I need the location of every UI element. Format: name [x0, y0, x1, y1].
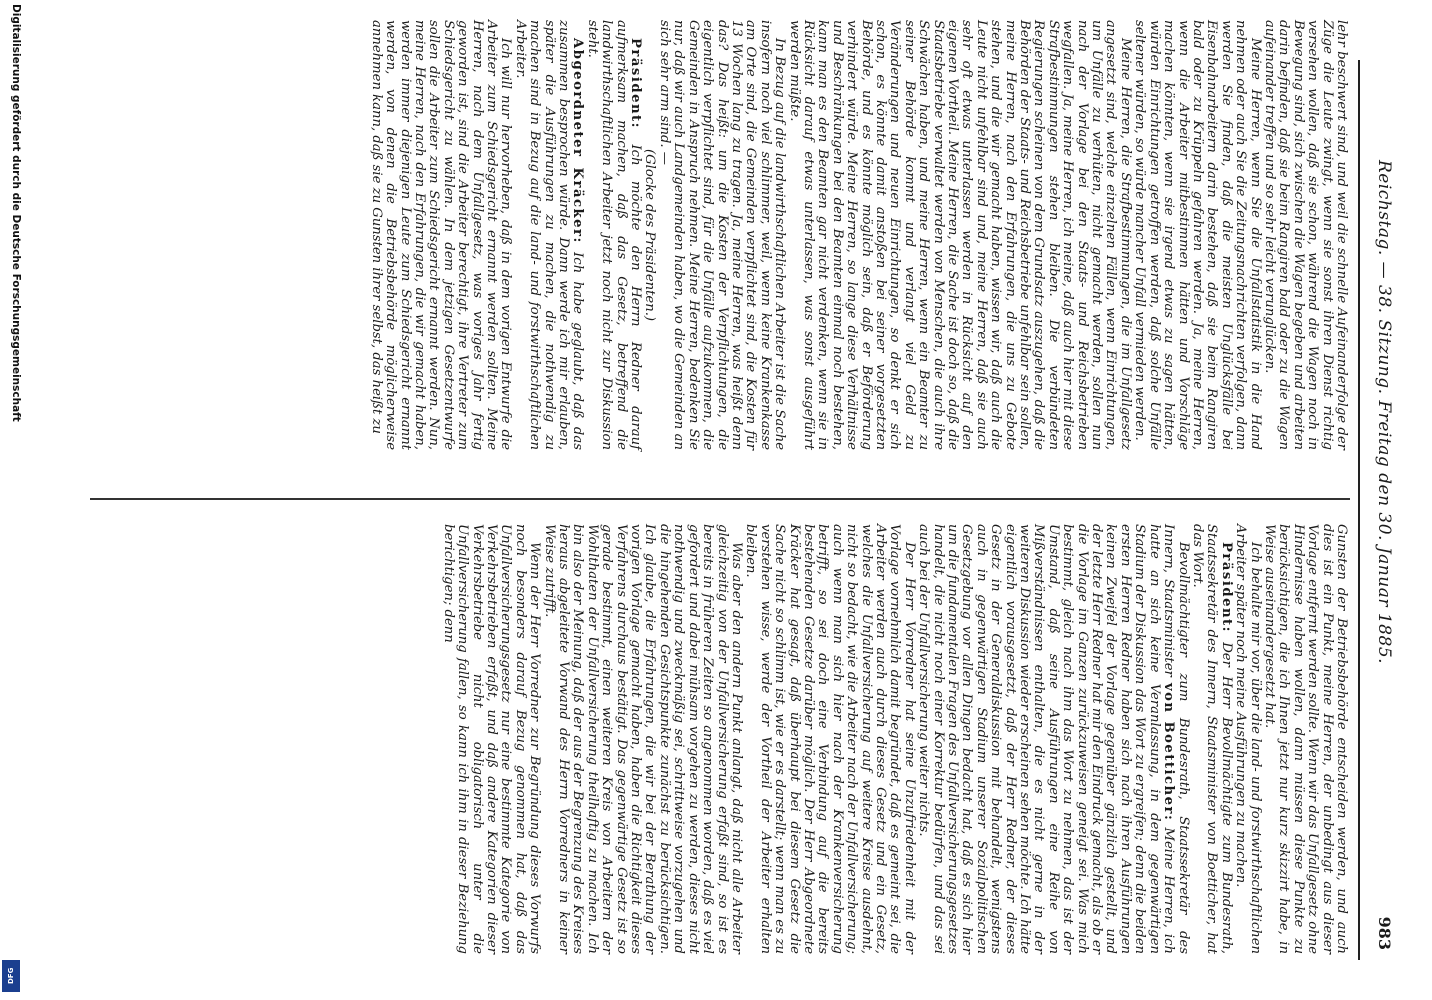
left-paragraph: lehr beschwert sind, und weil die schnelle Aufeinanderfolge der Züge die Leute zwingt, wenn sie sonst ihren Dienst richtig versehen wollen, daß sie schon, während die Wagen noch in Bewegung sind, sich zwischen die Wagen begeben und arbeiten darin befinden, daß sie beim Rangiren bald oder zu die Wagen aufeinander treffen und so sehr leicht verunglücken. [1261, 20, 1349, 450]
speaker-name: Abgeordneter Kräcker: [570, 38, 586, 244]
right-paragraph: Wenn der Herr Vorredner zur Begründung dieses Vorwurfs noch besonders darauf Bezug genommen hat, daß das Unfallversicherungsgesetz nur eine bestimmte Kategorie von Verkehrsbetrieben erfaßt, und daß andere Kategorien dieser Verkehrsbetriebe nicht obligatorisch unter die Unfallversicherung fallen, so kann ich ihm in dieser Beziehung berichtigen; denn [440, 524, 543, 954]
page-number: 983 [1375, 916, 1394, 950]
speaker-name: Präsident: [628, 38, 644, 130]
column-divider [90, 498, 1350, 500]
funding-notice: Digitalisierung gefördert durch die Deutsche Forschungsgemeinschaft [10, 4, 22, 422]
speaker-name: Präsident: [1218, 542, 1234, 634]
left-paragraph: Meine Herren, wenn Sie die Unfallstatistik in die Hand nehmen oder auch Sie die Zeitungsnachrichten verfolgen, dann werden Sie finden, daß die meisten Unglücksfälle bei Eisenbahnarbeitern darin bestehen, daß sie beim Rangiren bald oder zu Krüppeln gefahren werden. Ja, meine Herren, wenn die Arbeiter mitbestimmen hätten und Vorschläge machen könnten, wenn sie irgend etwas zu sagen hätten, würden Einrichtungen getroffen werden, daß solche Unfälle seltener würden, so würde mancher Unfall vermieden werden. [1132, 20, 1263, 450]
right-paragraph: Ich behalte mir vor, über die land- und forstwirthschaftlichen Arbeiter später noch meine Ausführungen zu machen. [1233, 524, 1263, 954]
left-paragraph: Ich will nur hervorheben, daß in dem vorigen Entwurfe die Arbeiter zum Schiedsgericht ernannt werden sollten. Meine Herren, nach dem Unfallgesetz, was voriges Jahr fertig geworden ist, sind die Arbeiter berechtigt, ihre Vertreter zum Schiedsgericht zu wählen. In dem jetzigen Gesetzentwurfe sollen die Arbeiter zum Schiedsgericht ernannt werden. Nun, meine Herren, nach den Erfahrungen, die wir gemacht haben, werden immer diejenigen Leute zum Schiedsgericht ernannt werden, von denen die Betriebsbehörde möglicherweise annehmen kann, daß sie zu Gunsten ihrer selbst, das heißt zu [368, 20, 514, 450]
speaker-intro: Bevollmächtigter zum Bundesrath, Staatssekretär des Innern, Staatsminister [1161, 524, 1191, 954]
header-title: Reichstag. — 38. Sitzung. Freitag den 30. Januar 1885. [1374, 160, 1394, 665]
right-paragraph [916, 524, 1190, 954]
left-paragraph [512, 20, 584, 450]
speaker-name: von Boetticher: [1161, 682, 1177, 822]
left-paragraph: In Bezug auf die landwirthschaftlichen Arbeiter ist die Sache insofern noch viel schlimmer, weil, wenn keine Krankenkasse am Orte sind, die Gemeinden verpflichtet sind, die Kosten für 13 Wochen lang zu tragen. Ja, meine Herren, was heißt denn das? Das heißt: um die Kosten der Verpflichtungen, die eigentlich verpflichtet sind, für die Unfälle aufzukommen, die Gemeinden in Anspruch nehmen. Meine Herren, bedenken Sie nur, daß wir auch Landgemeinden haben, wo die Gemeinden an sich sehr arm sind. — [656, 20, 788, 450]
dfg-logo: DFG [2, 960, 20, 992]
right-column [440, 524, 1348, 954]
speech-text: Ich möchte den Herrn Redner darauf aufmerksam machen, daß das Gesetz, betreffend die landwirthschaftlichen Arbeiter jetzt noch nicht zur Diskussion steht. [584, 20, 644, 450]
speech-text: Meine Herren, ich hatte an sich keine Veranlassung, in dem gegenwärtigen Stadium der Diskussion das Wort zu ergreifen; denn die beiden ersten Herren Redner haben sich nach ihren Ausführungen keinen Zweifel der Vorlage gegenüber gänzlich gestellt, und der letzte Herr Redner hat mir den Eindruck gemacht, als ob er die Vorlage im Ganzen zurückzuweisen geneigt sei. Was mich bestimmt, gleich nach ihm das Wort zu nehmen, das ist der Umstand, daß seine Ausführungen eine Reihe von Mißverständnissen enthalten, die es nicht gerne in der weiteren Diskussion wieder erscheinen sehen möchte. Ich hätte eigentlich vorausgesetzt, daß der Herr Redner, der dieses Gesetz in der Generaldiskussion mit behandelt, wenigstens auch in gegenwärtigen Stadium unserer Sozialpolitischen Gesetzgebung vor allen Dingen bedacht hat, daß es sich hier um die fundamentalen Fragen des Unfallversicherungsgesetzes handelt, die nicht noch einer Korrektur bedürfen, und das sei auch bei der Unfallversicherung weiter nichts. [916, 524, 1177, 954]
right-paragraph: Was aber den andern Punkt anlangt, daß nicht alle Arbeiter gleichzeitig von der Unfallversicherung erfaßt sind, so ist es bereits in früheren Zeiten so angenommen worden, daß es viel gefordert und dabei mühsam vorgehen zu werden, dieses nicht nothwendig und zweckmäßig sei, schrittweise vorzugehen und die hingehenden Gesichtspunkte zunächst zu berücksichtigen. Ich glaube, die Erfahrungen, die wir bei der Berathung der vorigen Vorlage gemacht haben, haben die Richtigkeit dieses Verfahrens durchaus bestätigt. Das gegenwärtige Gesetz ist so gerade bestimmt, einen weiteren Kreis von Arbeitern der Wohlthaten der Unfallversicherung theilhaftig zu machen. Ich bin also der Meinung, daß der aus der Begrenzung des Kreises heraus abgeleitete Vorwand des Herrn Vorredners in keiner Weise zutrifft. [541, 524, 744, 954]
speech-text: Ich habe geglaubt, daß das zusammen besprochen würde. Dann werde ich mir erlauben, später die Ausführungen zu machen, die nothwendig zu machen sind in Bezug auf die land- und forstwirthschaftlichen Arbeiter. [512, 20, 586, 450]
page-header [1366, 50, 1394, 950]
left-paragraph [584, 20, 642, 450]
header-rule [1358, 60, 1360, 960]
right-paragraph: Der Herr Vorredner hat seine Unzufriedenheit mit der Vorlage vornehmlich damit begründet, daß es gemeint sei, die Arbeiter werden auch durch dieses Gesetz und ein Gesetz, welches die Unfallversicherung auf weitere Kreise ausdehnt, nicht so bedacht, wie die Arbeiter nach der Unfallversicherung; auch wenn man sich hier nach der Krankenversicherung betrifft, so sei doch eine Verbindung auf die bereits bestehenden Gesetze darüber möglich. Der Herr Abgeordnete Kräcker hat gesagt, daß überhaupt bei diesem Gesetz die Sache nicht so schlimm ist, wie er es darstellt; wenn man es zu verstehen wisse, werde der Vortheil der Arbeiter erhalten bleiben. [743, 524, 917, 954]
left-paragraph: Meine Herren, die Strafbestimmungen, die im Unfallgesetz angesetzt sind, welche einzelnen Fällen, wenn Einrichtungen, um Unfälle zu verhüten, nicht gemacht werden, sollen nun nach der Vorlage bei den Staats- und Reichsbetrieben wegfallen. Ja, meine Herren, ich meine, daß auch hier mit diese Strafbestimmungen stehen bleiben. Die verbündeten Regierungen scheinen von dem Grundsatz auszugehen, daß die Behörden der Staats- und Reichsbetriebe unfehlbar sein sollen, meine Herren, nach den Erfahrungen, die uns zu Gebote stehen, und die wir gemacht haben, wissen wir, daß auch die Leute nicht unfehlbar sind und, meine Herren, daß sie auch sehr oft etwas unterlassen werden in Rücksicht auf den eigenen Vortheil. Meine Herren, die Sache ist doch so, daß die Staatsbetriebe verwaltet werden von Menschen, die auch ihre Schwächen haben, und meine Herren, wenn ein Beamter zu seiner Behörde kommt und verlangt viel Geld zu Veränderungen und neuen Einrichtungen, so denkt er sich schon, es könnte damit anstoßen bei seiner vorgesetzten Behörde, und es könnte möglich sein, daß er Beförderung verhindert würde. Meine Herren, so lange diese Verhältnisse und Beschränkungen bei den Beamten einmal noch bestehen, kann man es den Beamten gar nicht verdenken, wenn sie in Rücksicht darauf etwas unterlassen, was sonst ausgeführt werden müßte. [786, 20, 1133, 450]
right-paragraph [1190, 524, 1233, 954]
right-paragraph: Gunsten der Betriebsbehörde entscheiden werden, und auch dies ist ein Punkt, meine Herren, der unbedingt aus dieser Vorlage entfernt werden sollte. Wenn wir das Unfallgesetz ohne Hindernisse haben wollen, dann müssen diese Punkte zu berücksichtigen, die ich Ihnen jetzt nur kurz skizzirt habe, in Weise auseinandergesetzt hat. [1261, 524, 1349, 954]
speech-text: Der Herr Bevollmächtigte zum Bundesrath, Staatssekretär des Innern, Staatsminister von Boetticher, hat das Wort. [1189, 524, 1234, 954]
stage-direction: (Glocke des Präsidenten.) [642, 148, 658, 322]
left-column [368, 20, 1348, 450]
